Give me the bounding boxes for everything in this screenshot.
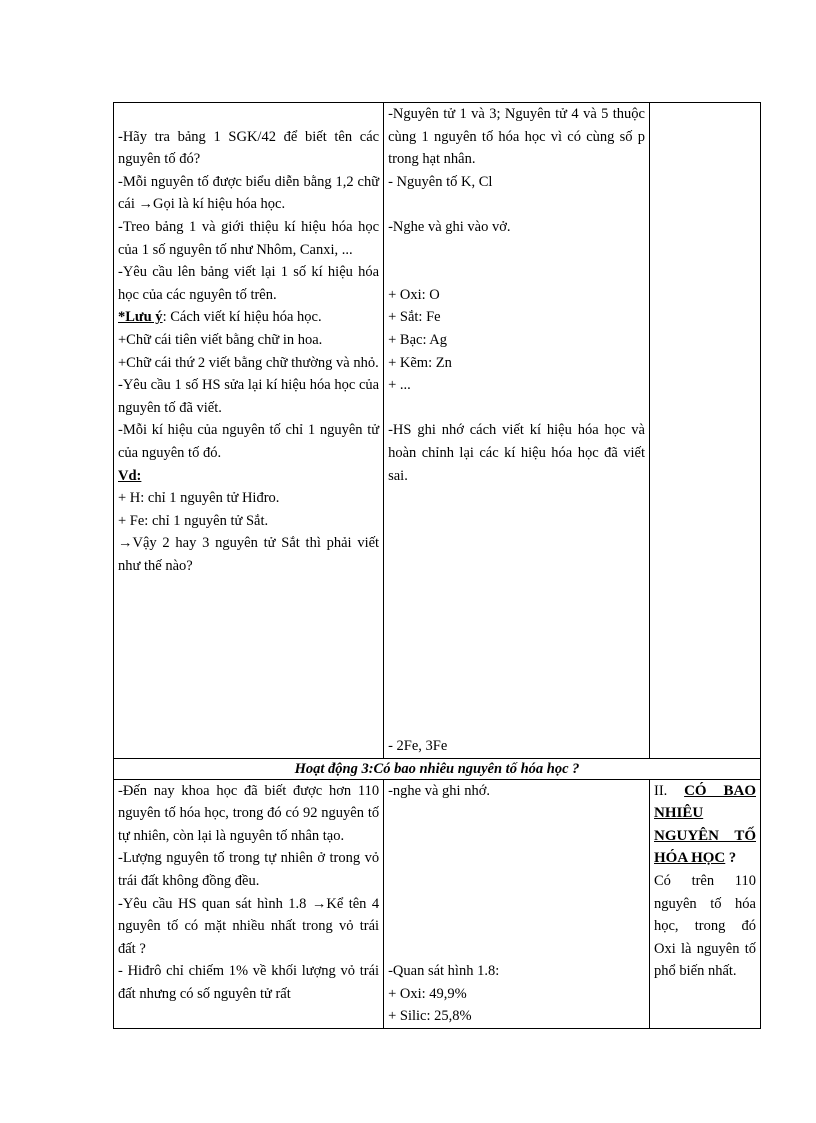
student-line: - 2Fe, 3Fe	[388, 738, 448, 755]
teacher-activity-cell	[114, 103, 384, 759]
student-activity-cell	[384, 779, 650, 1028]
student-activity-cell	[384, 103, 650, 759]
content-text: Có trên 110 nguyên tố hóa học, trong đó Oxi là nguyên tố phổ biến nhất.	[654, 873, 756, 980]
content-cell	[650, 103, 761, 759]
student-line: -Quan sát hình 1.8:	[388, 963, 500, 980]
student-line: + Silic: 25,8%	[388, 1008, 472, 1025]
content-suffix: ?	[725, 850, 737, 867]
student-line: + ...	[388, 377, 411, 394]
example-label: Vd:	[118, 467, 142, 484]
teacher-line: -Mỗi nguyên tố được biểu diễn bằng 1,2 chữ cái →Gọi là kí hiệu hóa học.	[118, 173, 380, 213]
example-line: + H: chỉ 1 nguyên tử Hiđro.	[118, 490, 280, 507]
teacher-line: +Chữ cái tiên viết bằng chữ in hoa.	[118, 331, 323, 348]
student-line: -nghe và ghi nhớ.	[388, 782, 490, 799]
content-title: CÓ BAO NHIÊU NGUYÊN TỐ HÓA HỌC	[654, 782, 756, 867]
content-cell	[650, 779, 761, 1028]
teacher-line: -Treo bảng 1 và giới thiệu kí hiệu hóa học của 1 số nguyên tố như Nhôm, Canxi, ...	[118, 218, 380, 258]
student-line: + Bạc: Ag	[388, 331, 448, 348]
note-text: : Cách viết kí hiệu hóa học.	[162, 309, 322, 326]
teacher-line: -Đến nay khoa học đã biết được hơn 110 nguyên tố hóa học, trong đó có 92 nguyên tố tự nhiên, còn lại là nguyên tố nhân tạo.	[118, 782, 380, 844]
student-line: -Nguyên tử 1 và 3; Nguyên tử 4 và 5 thuộc cùng 1 nguyên tố hóa học vì có cùng số p trong hạt nhân.	[388, 106, 645, 168]
teacher-line: - Hiđrô chỉ chiếm 1% về khối lượng vỏ trái đất nhưng có số nguyên tử rất	[118, 963, 380, 1003]
teacher-line: -Hãy tra bảng 1 SGK/42 để biết tên các nguyên tố đó?	[118, 128, 380, 168]
student-line: + Sắt: Fe	[388, 309, 441, 326]
student-line: + Kẽm: Zn	[388, 354, 452, 371]
teacher-line: -Mỗi kí hiệu của nguyên tố chỉ 1 nguyên tử của nguyên tố đó.	[118, 422, 380, 461]
teacher-line: -Yêu cầu lên bảng viết lại 1 số kí hiệu hóa học của các nguyên tố trên.	[118, 264, 380, 303]
teacher-line: +Chữ cái thứ 2 viết bằng chữ thường và nhỏ.	[118, 354, 379, 371]
example-line: + Fe: chỉ 1 nguyên tử Sắt.	[118, 512, 269, 529]
student-line: + Oxi: 49,9%	[388, 985, 467, 1002]
student-line: - Nguyên tố K, Cl	[388, 173, 493, 190]
lesson-table	[113, 102, 761, 1029]
activity-heading: Hoạt động 3:Có bao nhiêu nguyên tố hóa học ?	[114, 758, 761, 779]
teacher-line: -Lượng nguyên tố trong tự nhiên ở trong vỏ trái đất không đồng đều.	[118, 850, 380, 890]
teacher-line: -Yêu cầu 1 số HS sửa lại kí hiệu hóa học của nguyên tố đã viết.	[118, 377, 380, 416]
table-row	[114, 758, 761, 779]
table-row	[114, 103, 761, 759]
content-prefix: II.	[654, 782, 685, 799]
table-row	[114, 779, 761, 1028]
teacher-line: -Yêu cầu HS quan sát hình 1.8 →Kể tên 4 nguyên tố có mặt nhiều nhất trong vỏ trái đất ?	[118, 895, 380, 957]
student-line: -Nghe và ghi vào vở.	[388, 218, 511, 235]
teacher-activity-cell	[114, 779, 384, 1028]
note-line	[118, 306, 379, 329]
note-label: *Lưu ý	[118, 309, 163, 326]
student-line: -HS ghi nhớ cách viết kí hiệu hóa học và hoàn chỉnh lại các kí hiệu hóa học đã viết sai.	[388, 422, 645, 484]
content-heading	[654, 780, 756, 870]
student-line: + Oxi: O	[388, 286, 440, 303]
example-line: →Vậy 2 hay 3 nguyên tử Sắt thì phải viết như thế nào?	[118, 535, 380, 574]
